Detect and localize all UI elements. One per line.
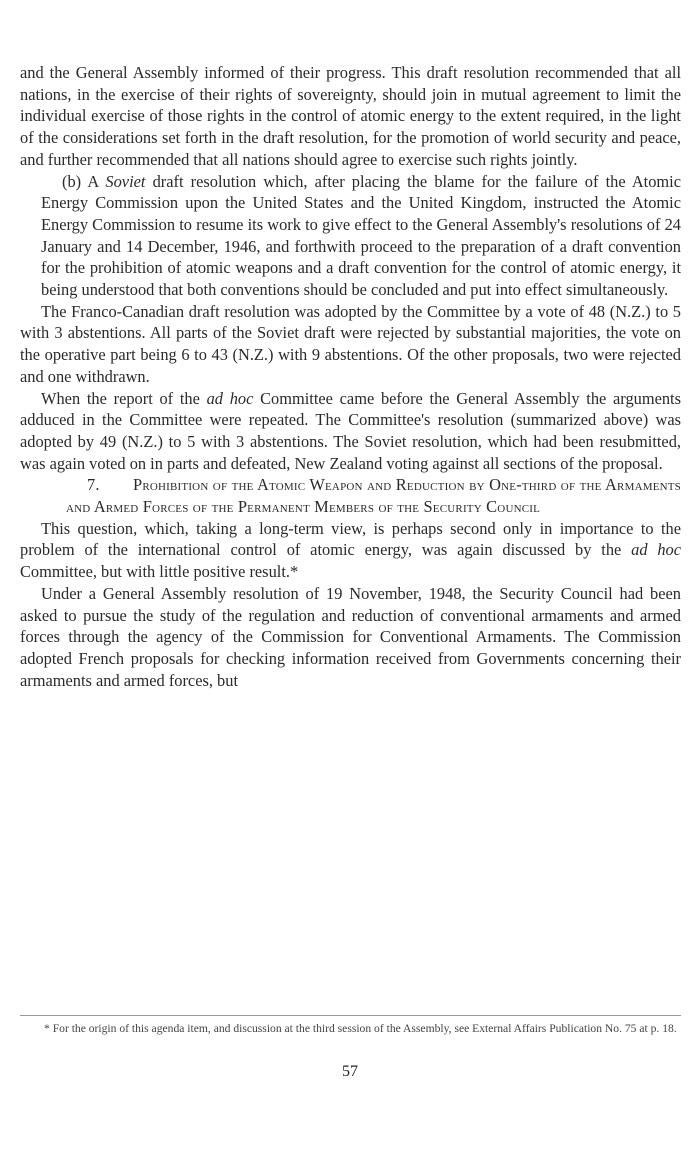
section-number: 7.: [87, 475, 100, 495]
paragraph-question-intro: [20, 518, 681, 583]
report-text-a: When the report of the: [41, 388, 207, 408]
paragraph-soviet-resolution: [41, 171, 681, 301]
italic-ad-hoc-2: ad hoc: [631, 540, 682, 560]
page-number: 57: [342, 1063, 358, 1080]
paragraph-continuation: and the General Assembly informed of their progress. This draft resolution recommended that all nations, in the exercise of their rights of sovereignty, should join in mutual agreement to limit the individual exercise of those rights in the control of atomic energy to the extent required, in the light of the considerations set forth in the draft resolution, for the promotion of world security and peace, and further recommended that all nations should agree to exercise such rights jointly.: [20, 63, 681, 169]
body-text: [20, 62, 681, 691]
report-text-b: Committee came before the General Assembly the arguments adduced in the Committee were repeated. The Committee's resolution (summarized above) was adopted by 49 (N.Z.) to 5 with 3 abstentions. The Soviet resolution, which had been resubmitted, was again voted on in parts and defeated, New Zealand voting against all sections of the proposal.: [20, 388, 681, 473]
footnote: * For the origin of this agenda item, and discussion at the third session of the Assembly, see External Affairs Publication No. 75 at p. 18.: [44, 1022, 677, 1035]
footnote-divider: [20, 1015, 681, 1016]
intro-text-b: Committee, but with little positive result.*: [20, 562, 299, 582]
item-label: (b) A: [62, 171, 106, 191]
italic-ad-hoc: ad hoc: [206, 388, 254, 408]
section-heading: [20, 474, 681, 517]
soviet-resolution-text: draft resolution which, after placing the blame for the failure of the Atomic Energy Commission upon the United States and the United Kingdom, instructed the Atomic Energy Commission to resume its work to give effect to the General Assembly's resolutions of 24 January and 14 December, 1946, and forthwith proceed to the preparation of a draft convention for the prohibition of atomic weapons and a draft convention for the control of atomic energy, it being understood that both conventions should be concluded and put into effect simultaneously.: [41, 171, 681, 300]
paragraph-general-assembly-report: [20, 388, 681, 475]
paragraph-vote-results: The Franco-Canadian draft resolution was adopted by the Committee by a vote of 48 (N.Z.) to 5 with 3 abstentions. All parts of the Soviet draft were rejected by substantial majorities, the vote on the operative part being 6 to 43 (N.Z.) with 9 abstentions. Of the other proposals, two were rejected and one withdrawn.: [20, 301, 681, 386]
section-title: Prohibition of the Atomic Weapon and Reduction by One-third of the Armaments and Armed Forces of the Permanent Members of the Security Council: [66, 475, 681, 517]
paragraph-security-council: Under a General Assembly resolution of 19 November, 1948, the Security Council had been asked to pursue the study of the regulation and reduction of conventional armaments and armed forces through the agency of the Commission for Conventional Armaments. The Commission adopted French proposals for checking information received from Governments concerning their armaments and armed forces, but: [20, 583, 681, 690]
italic-soviet: Soviet: [105, 171, 146, 191]
intro-text-a: This question, which, taking a long-term view, is perhaps second only in importance to the problem of the international control of atomic energy, was again discussed by the: [20, 518, 681, 560]
